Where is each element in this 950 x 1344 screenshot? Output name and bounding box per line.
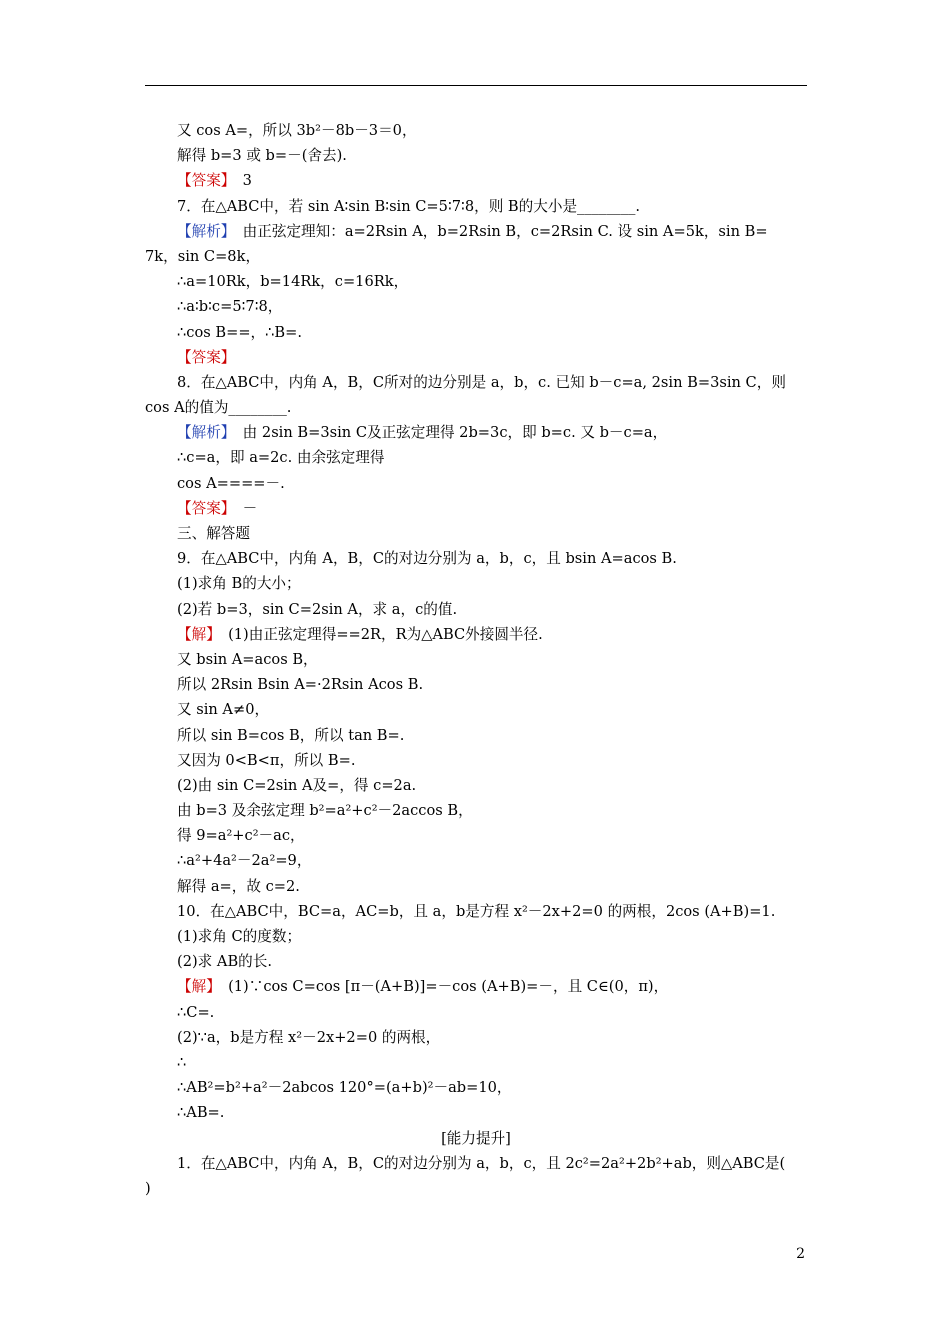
text-line xyxy=(145,471,807,496)
line-text: (1)求角 B的大小； xyxy=(177,575,301,593)
text-line xyxy=(145,1126,807,1151)
text-line xyxy=(145,1075,807,1100)
line-text: 由 b=3 及余弦定理 b²=a²+c²－2accos B， xyxy=(177,802,473,820)
line-text: ∴cos B==，∴B=. xyxy=(177,323,303,341)
text-line xyxy=(145,974,807,999)
line-text: － xyxy=(228,499,258,517)
line-text: ∴c=a，即 a=2c. 由余弦定理得 xyxy=(177,449,385,467)
section-tag: 【解】 xyxy=(177,978,214,996)
text-line xyxy=(145,1050,807,1075)
line-text: (1)由正弦定理得==2R，R为△ABC外接圆半径. xyxy=(213,625,543,643)
text-line xyxy=(145,647,807,672)
text-line xyxy=(145,874,807,899)
document-body xyxy=(145,118,807,1201)
section-tag: 【解析】 xyxy=(177,222,229,240)
text-line xyxy=(145,773,807,798)
text-line xyxy=(145,949,807,974)
text-line xyxy=(145,1100,807,1125)
line-text: ∴a=10Rk，b=14Rk，c=16Rk， xyxy=(177,273,409,291)
line-text: ∴a∶b∶c=5∶7∶8， xyxy=(177,298,283,316)
section-tag: 【解析】 xyxy=(177,424,229,442)
section-tag: 【解】 xyxy=(177,625,214,643)
line-text: 三、解答题 xyxy=(177,525,250,542)
text-line xyxy=(145,748,807,773)
line-text: 3 xyxy=(228,172,252,190)
line-text: ∴a²+4a²－2a²=9， xyxy=(177,852,312,870)
text-line xyxy=(145,118,807,143)
line-text: (2)若 b=3，sin C=2sin A，求 a，c的值. xyxy=(177,600,458,618)
text-line xyxy=(145,320,807,345)
text-line xyxy=(145,143,807,168)
line-text: 解得 b=3 或 b=－(舍去). xyxy=(177,147,347,165)
text-line xyxy=(145,244,807,269)
text-line xyxy=(145,899,807,924)
line-text: 解得 a=，故 c=2. xyxy=(177,877,300,895)
text-line xyxy=(145,848,807,873)
line-text: 又 bsin A=acos B， xyxy=(177,650,318,668)
text-line xyxy=(145,168,807,193)
line-text: cos A的值为________. xyxy=(145,399,292,417)
line-text: 7．在△ABC中，若 sin A∶sin B∶sin C=5∶7∶8，则 B的大小是________. xyxy=(177,197,641,215)
text-line xyxy=(145,445,807,470)
text-line xyxy=(145,723,807,748)
line-text: 7k，sin C=8k， xyxy=(145,247,261,265)
line-text: ∴C=. xyxy=(177,1003,215,1021)
line-text: (1)∵cos C=cos [π－(A+B)]=－cos (A+B)=－，且 C∈(0，π)， xyxy=(213,978,669,996)
section-tag: 【答案】 xyxy=(177,172,229,190)
header-rule xyxy=(145,85,807,86)
line-text: ) xyxy=(145,1179,151,1197)
text-line xyxy=(145,597,807,622)
line-text: 9．在△ABC中，内角 A，B，C的对边分别为 a，b，c，且 bsin A=acos B. xyxy=(177,550,677,568)
line-text: (1)求角 C的度数； xyxy=(177,928,302,945)
text-line xyxy=(145,672,807,697)
line-text: 又因为 0<B<π，所以 B=. xyxy=(177,751,356,769)
text-line xyxy=(145,395,807,420)
line-text: 又 sin A≠0， xyxy=(177,701,270,719)
text-line xyxy=(145,1025,807,1050)
text-line xyxy=(145,269,807,294)
text-line xyxy=(145,370,807,395)
line-text: (2)求 AB的长. xyxy=(177,953,272,971)
text-line xyxy=(145,571,807,596)
section-tag: 【答案】 xyxy=(177,348,236,366)
text-line xyxy=(145,345,807,370)
line-text: 8．在△ABC中，内角 A，B，C所对的边分别是 a，b，c. 已知 b－c=a, 2sin B=3sin C，则 xyxy=(177,373,786,391)
text-line xyxy=(145,1000,807,1025)
line-text: 由 2sin B=3sin C及正弦定理得 2b=3c，即 b=c. 又 b－c=a， xyxy=(228,424,668,442)
line-text: 由正弦定理知：a=2Rsin A，b=2Rsin B，c=2Rsin C. 设 sin A=5k，sin B= xyxy=(228,222,768,240)
section-tag: 【答案】 xyxy=(177,499,229,517)
line-text: ∴ xyxy=(177,1053,187,1071)
text-line xyxy=(145,194,807,219)
line-text: 10．在△ABC中，BC=a，AC=b，且 a，b是方程 x²－2x+2=0 的两根，2cos (A+B)=1. xyxy=(177,902,776,920)
text-line xyxy=(145,546,807,571)
line-text: cos A====－. xyxy=(177,474,285,492)
text-line xyxy=(145,219,807,244)
page-number: 2 xyxy=(796,1246,805,1262)
text-line xyxy=(145,622,807,647)
text-line xyxy=(145,521,807,546)
text-line xyxy=(145,924,807,949)
text-line xyxy=(145,420,807,445)
line-text: 又 cos A=，所以 3b²－8b－3＝0， xyxy=(177,122,417,139)
line-text: ∴AB²=b²+a²－2abcos 120°=(a+b)²－ab=10， xyxy=(177,1079,512,1097)
line-text: 1．在△ABC中，内角 A，B，C的对边分别为 a，b，c，且 2c²=2a²+2b²+ab，则△ABC是( xyxy=(177,1154,786,1172)
text-line xyxy=(145,697,807,722)
text-line xyxy=(145,496,807,521)
line-text: 所以 2Rsin Bsin A=·2Rsin Acos B. xyxy=(177,676,424,694)
line-text: [能力提升] xyxy=(441,1129,511,1147)
text-line xyxy=(145,798,807,823)
line-text: ∴AB=. xyxy=(177,1104,225,1122)
text-line xyxy=(145,1176,807,1201)
text-line xyxy=(145,294,807,319)
line-text: (2)∵a，b是方程 x²－2x+2=0 的两根， xyxy=(177,1028,441,1046)
text-line xyxy=(145,1151,807,1176)
line-text: 得 9=a²+c²－ac， xyxy=(177,827,305,845)
line-text: (2)由 sin C=2sin A及=，得 c=2a. xyxy=(177,776,417,794)
text-line xyxy=(145,823,807,848)
line-text: 所以 sin B=cos B，所以 tan B=. xyxy=(177,726,405,744)
